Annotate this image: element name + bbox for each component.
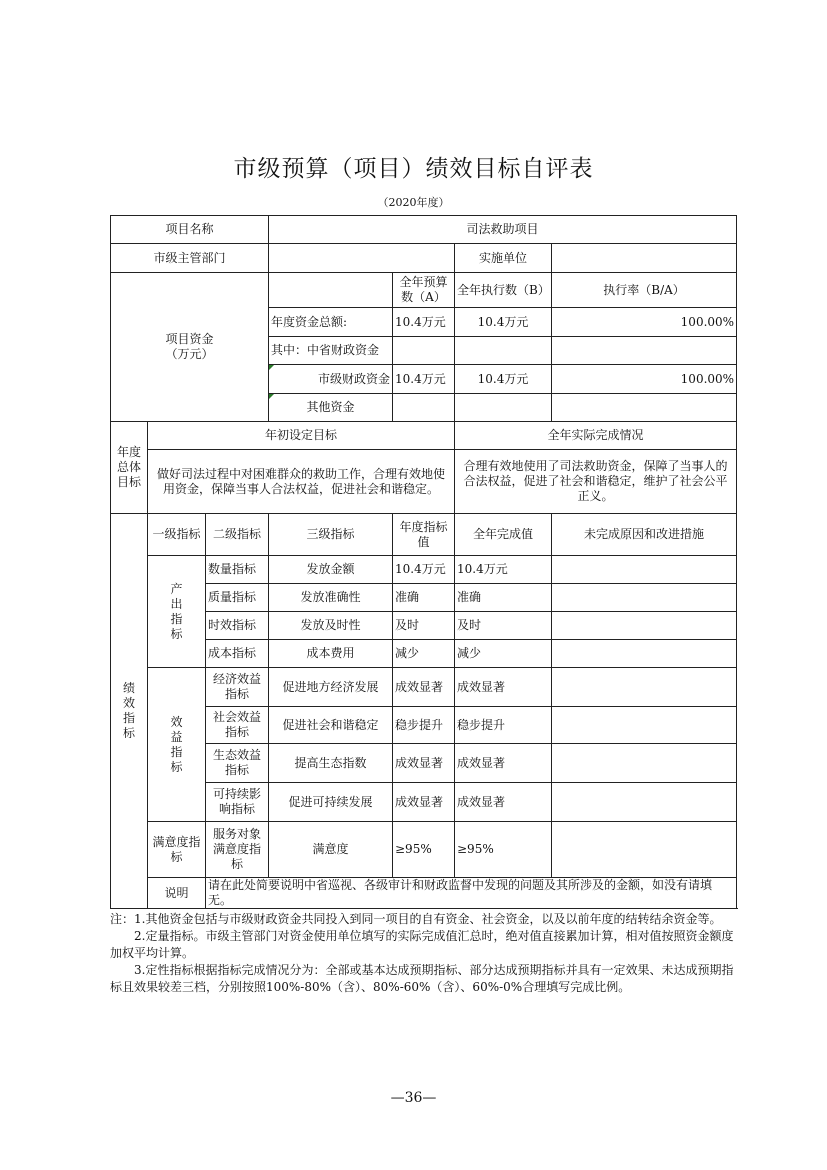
perf-reason [552,612,737,640]
group-benefit-name: 效益指标 [170,714,183,774]
perf-l2: 成本指标 [206,640,269,668]
perf-target: 及时 [393,612,455,640]
perf-group-name [148,668,206,822]
fund-header-blank [269,273,393,308]
perf-target: 准确 [393,584,455,612]
perf-h4: 年度指标值 [393,514,455,556]
fund-row-exec: 10.4万元 [455,308,552,337]
fund-row-rate: 100.00% [552,308,737,337]
goal-col-actual: 全年实际完成情况 [455,422,737,450]
fund-row-rate [552,394,737,422]
perf-l3: 发放准确性 [269,584,393,612]
perf-group-name [148,556,206,668]
group-satisfaction-name: 满意度指标 [152,834,201,864]
perf-actual: 减少 [455,640,552,668]
project-name-label: 项目名称 [111,216,269,244]
perf-target: 成效显著 [393,783,455,822]
perf-reason [552,744,737,783]
perf-l2: 时效指标 [206,612,269,640]
perf-reason [552,668,737,707]
perf-target: 10.4万元 [393,556,455,584]
perf-l2: 质量指标 [206,584,269,612]
perf-h3: 三级指标 [269,514,393,556]
perf-l2: 数量指标 [206,556,269,584]
unit-value [552,244,737,273]
perf-l2: 生态效益指标 [206,744,269,783]
perf-target: 成效显著 [393,744,455,783]
perf-h5: 全年完成值 [455,514,552,556]
goal-actual-text: 合理有效地使用了司法救助资金，保障了当事人的合法权益，促进了社会和谐稳定，维护了社会公平正义。 [455,450,737,514]
page-title: 市级预算（项目）绩效目标自评表 [233,156,594,182]
perf-group-name [148,822,206,878]
perf-actual: 准确 [455,584,552,612]
footnote-3: 3.定性指标根据指标完成情况分为：全部或基本达成预期指标、部分达成预期指标并具有一定效果、未达成预期指标且效果较差三档，分别按照100%-80%（含）、80%-60%（含）、60%-0%合理填写完成比例。 [110,963,734,994]
goal-label [111,422,148,514]
project-name-value: 司法救助项目 [269,216,737,244]
fund-col-exec: 全年执行数（B） [455,273,552,308]
fund-row-exec: 10.4万元 [455,365,552,394]
footnotes [110,911,736,996]
dept-label: 市级主管部门 [111,244,269,273]
fund-row-label: 年度资金总额: [269,308,393,337]
fund-row-exec [455,337,552,365]
perf-l3: 促进可持续发展 [269,783,393,822]
fund-col-budget: 全年预算数（A） [393,273,455,308]
evaluation-table [110,215,737,909]
fund-row-budget: 10.4万元 [393,308,455,337]
goal-target-text: 做好司法过程中对困难群众的救助工作，合理有效地使用资金，保障当事人合法权益，促进社会和谐稳定。 [148,450,455,514]
group-output-name: 产出指标 [170,581,183,641]
fund-label-text: 项目资金（万元） [165,332,214,361]
perf-reason [552,556,737,584]
perf-actual: 成效显著 [455,744,552,783]
perf-actual: 及时 [455,612,552,640]
fund-row-label: 其中：中省财政资金 [269,337,393,365]
perf-h2: 二级指标 [206,514,269,556]
fund-row-label: 市级财政资金 [269,365,393,394]
unit-label: 实施单位 [455,244,552,273]
fund-label [111,273,269,422]
explain-text: 请在此处简要说明中省巡视、各级审计和财政监督中发现的问题及其所涉及的金额，如没有请填无。 [206,878,737,909]
fund-row-exec [455,394,552,422]
fund-col-rate: 执行率（B/A） [552,273,737,308]
perf-l3: 满意度 [269,822,393,878]
perf-l3: 提高生态指数 [269,744,393,783]
perf-l3: 成本费用 [269,640,393,668]
perf-actual: 10.4万元 [455,556,552,584]
perf-label-text: 绩效指标 [122,681,135,740]
perf-actual: 成效显著 [455,668,552,707]
fund-row-rate: 100.00% [552,365,737,394]
goal-label-text: 年度总体目标 [116,445,141,489]
perf-reason [552,822,737,878]
year-label: （2020年度） [377,196,450,209]
perf-label [111,514,148,909]
perf-target: 成效显著 [393,668,455,707]
page-number: —36— [390,1090,437,1106]
fund-row-label: 其他资金 [269,394,393,422]
perf-h1: 一级指标 [148,514,206,556]
perf-l2: 服务对象满意度指标 [206,822,269,878]
perf-reason [552,640,737,668]
perf-actual: 稳步提升 [455,707,552,744]
fund-row-budget [393,337,455,365]
perf-reason [552,584,737,612]
perf-l3: 促进社会和谐稳定 [269,707,393,744]
perf-target: 减少 [393,640,455,668]
perf-target: ≥95% [393,822,455,878]
perf-reason [552,783,737,822]
perf-actual: ≥95% [455,822,552,878]
fund-row-budget [393,394,455,422]
explain-label: 说明 [148,878,206,909]
footnote-2: 2.定量指标。市级主管部门对资金使用单位填写的实际完成值汇总时，绝对值直接累加计算，相对值按照资金额度加权平均计算。 [110,929,734,960]
fund-row-budget: 10.4万元 [393,365,455,394]
perf-l2: 可持续影响指标 [206,783,269,822]
perf-actual: 成效显著 [455,783,552,822]
perf-l2: 社会效益指标 [206,707,269,744]
perf-target: 稳步提升 [393,707,455,744]
perf-l3: 发放金额 [269,556,393,584]
perf-l2: 经济效益指标 [206,668,269,707]
dept-value [269,244,455,273]
goal-col-target: 年初设定目标 [148,422,455,450]
perf-reason [552,707,737,744]
perf-h6: 未完成原因和改进措施 [552,514,737,556]
perf-l3: 发放及时性 [269,612,393,640]
footnote-1: 注：1.其他资金包括与市级财政资金共同投入到同一项目的自有资金、社会资金，以及以前年度的结转结余资金等。 [110,912,722,926]
perf-l3: 促进地方经济发展 [269,668,393,707]
fund-row-rate [552,337,737,365]
